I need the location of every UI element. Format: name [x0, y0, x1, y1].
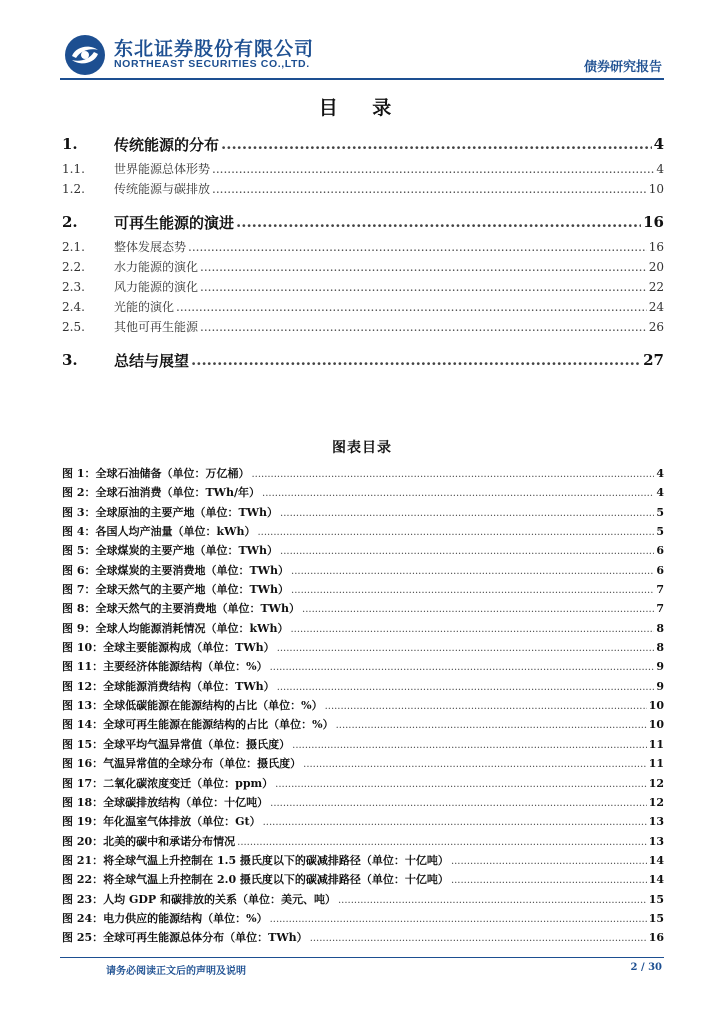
figure-label: 图 8：全球天然气的主要消费地（单位：TWh） — [62, 602, 301, 616]
toc-subsection-number: 2.4. — [62, 300, 85, 314]
figure-leader-dots — [302, 604, 654, 615]
toc-subsection-entry[interactable] — [62, 298, 664, 318]
figure-leader-dots — [237, 837, 647, 848]
figure-entry[interactable] — [62, 833, 664, 852]
figure-leader-dots — [277, 682, 655, 693]
toc-section-label: 传统能源的分布 — [114, 135, 220, 154]
figure-page-number: 7 — [656, 583, 664, 597]
toc-leader-dots — [200, 320, 647, 334]
toc-subsection-entry[interactable] — [62, 238, 664, 258]
figure-page-number: 13 — [648, 834, 664, 848]
figure-entry[interactable] — [62, 697, 664, 716]
toc-section-number: 1. — [62, 135, 78, 153]
figure-entry[interactable] — [62, 639, 664, 658]
figure-entry[interactable] — [62, 484, 664, 503]
footer-disclaimer: 请务必阅读正文后的声明及说明 — [106, 966, 246, 977]
figure-label: 图 10：全球主要能源构成（单位：TWh） — [62, 641, 275, 655]
figure-label: 图 13：全球低碳能源在能源结构的占比（单位：%） — [62, 699, 323, 713]
figure-label: 图 4：各国人均产油量（单位：kWh） — [62, 525, 256, 539]
footer-divider — [60, 957, 664, 958]
figure-label: 图 21：将全球气温上升控制在 1.5 摄氏度以下的碳减排路径（单位：十亿吨） — [62, 853, 449, 867]
figure-entry[interactable] — [62, 910, 664, 929]
figure-leader-dots — [262, 488, 654, 499]
toc-leader-dots — [221, 135, 652, 153]
figure-list-title: 图表目录 — [332, 440, 392, 456]
toc-leader-dots — [200, 260, 647, 274]
header-divider — [60, 78, 664, 80]
figure-page-number: 10 — [648, 718, 664, 732]
figure-leader-dots — [275, 779, 647, 790]
toc-page-number: 16 — [643, 213, 664, 231]
toc-page-number: 22 — [648, 280, 664, 294]
figure-entry[interactable] — [62, 620, 664, 639]
figure-leader-dots — [336, 720, 647, 731]
figure-page-number: 15 — [648, 892, 664, 906]
toc-subsection-number: 2.2. — [62, 260, 85, 274]
page-number: 2 / 30 — [630, 962, 662, 973]
toc-subsection-entry[interactable] — [62, 258, 664, 278]
figure-leader-dots — [257, 527, 654, 538]
figure-entry[interactable] — [62, 813, 664, 832]
toc-section-number: 3. — [62, 351, 78, 369]
figure-leader-dots — [270, 798, 647, 809]
toc-subsection-label: 整体发展态势 — [114, 240, 187, 254]
figure-page-number: 12 — [648, 795, 664, 809]
figure-label: 图 14：全球可再生能源在能源结构的占比（单位：%） — [62, 718, 334, 732]
figure-page-number: 6 — [656, 563, 664, 577]
figure-page-number: 14 — [648, 873, 664, 887]
figure-entry[interactable] — [62, 523, 664, 542]
figure-label: 图 23：人均 GDP 和碳排放的关系（单位：美元、吨） — [62, 892, 336, 906]
figure-entry[interactable] — [62, 736, 664, 755]
table-of-contents — [62, 128, 664, 376]
figure-leader-dots — [325, 701, 647, 712]
toc-page-number: 4 — [653, 135, 664, 153]
toc-page-number: 4 — [656, 162, 664, 176]
figure-leader-dots — [280, 508, 654, 519]
figure-label: 图 18：全球碳排放结构（单位：十亿吨） — [62, 795, 269, 809]
toc-subsection-label: 风力能源的演化 — [114, 280, 199, 294]
figure-page-number: 4 — [656, 486, 664, 500]
toc-section-entry[interactable] — [62, 128, 664, 160]
figure-entry[interactable] — [62, 871, 664, 890]
figure-label: 图 12：全球能源消费结构（单位：TWh） — [62, 679, 275, 693]
toc-subsection-number: 2.3. — [62, 280, 85, 294]
figure-page-number: 15 — [648, 911, 664, 925]
figure-leader-dots — [270, 662, 655, 673]
toc-subsection-number: 2.5. — [62, 320, 85, 334]
toc-leader-dots — [200, 280, 647, 294]
figure-page-number: 10 — [648, 699, 664, 713]
toc-section-entry[interactable] — [62, 206, 664, 238]
figure-label: 图 7：全球天然气的主要产地（单位：TWh） — [62, 583, 290, 597]
company-name-cn: 东北证券股份有限公司 — [114, 38, 315, 60]
figure-leader-dots — [280, 546, 654, 557]
toc-subsection-label: 水力能源的演化 — [114, 260, 199, 274]
figure-leader-dots — [310, 933, 647, 944]
toc-page-number: 20 — [648, 260, 664, 274]
figure-page-number: 7 — [656, 602, 664, 616]
toc-leader-dots — [212, 162, 654, 176]
figure-label: 图 24：电力供应的能源结构（单位：%） — [62, 911, 268, 925]
toc-section-label: 可再生能源的演进 — [114, 213, 235, 232]
figure-entry[interactable] — [62, 794, 664, 813]
toc-title: 目 录 — [318, 97, 406, 119]
figure-entry[interactable] — [62, 852, 664, 871]
figure-list — [62, 465, 664, 949]
figure-entry[interactable] — [62, 504, 664, 523]
toc-subsection-entry[interactable] — [62, 278, 664, 298]
toc-page-number: 27 — [643, 351, 664, 369]
figure-entry[interactable] — [62, 775, 664, 794]
figure-leader-dots — [251, 469, 654, 480]
figure-entry[interactable] — [62, 755, 664, 774]
toc-subsection-entry[interactable] — [62, 180, 664, 200]
toc-page-number: 24 — [648, 300, 664, 314]
figure-label: 图 25：全球可再生能源总体分布（单位：TWh） — [62, 931, 308, 945]
figure-label: 图 22：将全球气温上升控制在 2.0 摄氏度以下的碳减排路径（单位：十亿吨） — [62, 873, 449, 887]
figure-leader-dots — [292, 740, 647, 751]
figure-label: 图 11：主要经济体能源结构（单位：%） — [62, 660, 268, 674]
figure-entry[interactable] — [62, 678, 664, 697]
figure-page-number: 9 — [656, 679, 664, 693]
figure-page-number: 5 — [656, 525, 664, 539]
figure-page-number: 5 — [656, 505, 664, 519]
figure-page-number: 8 — [656, 621, 664, 635]
figure-leader-dots — [290, 624, 654, 635]
toc-subsection-label: 传统能源与碳排放 — [114, 182, 211, 196]
figure-page-number: 8 — [656, 641, 664, 655]
company-name-en: NORTHEAST SECURITIES CO.,LTD. — [114, 58, 310, 70]
toc-subsection-label: 光能的演化 — [114, 300, 175, 314]
figure-entry[interactable] — [62, 600, 664, 619]
figure-leader-dots — [291, 566, 654, 577]
figure-page-number: 16 — [648, 931, 664, 945]
figure-entry[interactable] — [62, 891, 664, 910]
figure-label: 图 2：全球石油消费（单位：TWh/年） — [62, 486, 261, 500]
figure-page-number: 6 — [656, 544, 664, 558]
toc-leader-dots — [176, 300, 647, 314]
figure-leader-dots — [451, 875, 647, 886]
figure-entry[interactable] — [62, 465, 664, 484]
figure-leader-dots — [338, 895, 647, 906]
figure-label: 图 19：年化温室气体排放（单位：Gt） — [62, 815, 261, 829]
page-header — [0, 0, 724, 82]
figure-leader-dots — [303, 759, 647, 770]
figure-entry[interactable] — [62, 658, 664, 677]
figure-page-number: 12 — [648, 776, 664, 790]
figure-entry[interactable] — [62, 716, 664, 735]
figure-label: 图 15：全球平均气温异常值（单位：摄氏度） — [62, 737, 291, 751]
toc-page-number: 26 — [648, 320, 664, 334]
toc-page-number: 10 — [648, 182, 664, 196]
toc-page-number: 16 — [648, 240, 664, 254]
toc-subsection-entry[interactable] — [62, 318, 664, 338]
figure-leader-dots — [291, 585, 654, 596]
figure-page-number: 14 — [648, 853, 664, 867]
figure-label: 图 9：全球人均能源消耗情况（单位：kWh） — [62, 621, 289, 635]
toc-section-number: 2. — [62, 213, 78, 231]
toc-subsection-number: 2.1. — [62, 240, 85, 254]
figure-page-number: 4 — [656, 467, 664, 480]
toc-leader-dots — [188, 240, 647, 254]
toc-subsection-label: 其他可再生能源 — [114, 320, 199, 334]
figure-entry[interactable] — [62, 581, 664, 600]
figure-page-number: 9 — [656, 660, 664, 674]
toc-section-entry[interactable] — [62, 344, 664, 376]
figure-leader-dots — [277, 643, 655, 654]
toc-leader-dots — [236, 213, 641, 231]
figure-label: 图 20：北美的碳中和承诺分布情况 — [62, 834, 236, 848]
figure-entry[interactable] — [62, 562, 664, 581]
figure-entry[interactable] — [62, 929, 664, 948]
toc-subsection-number: 1.2. — [62, 182, 85, 196]
figure-label: 图 17：二氧化碳浓度变迁（单位：ppm） — [62, 776, 274, 790]
figure-leader-dots — [270, 914, 647, 925]
figure-label: 图 16：气温异常值的全球分布（单位：摄氏度） — [62, 757, 302, 771]
figure-page-number: 13 — [648, 815, 664, 829]
report-type-label: 债券研究报告 — [583, 60, 662, 75]
company-logo-icon — [64, 34, 106, 76]
figure-label: 图 3：全球原油的主要产地（单位：TWh） — [62, 505, 279, 519]
toc-subsection-number: 1.1. — [62, 162, 85, 176]
toc-leader-dots — [212, 182, 647, 196]
figure-leader-dots — [263, 817, 647, 828]
figure-leader-dots — [451, 856, 647, 867]
figure-entry[interactable] — [62, 542, 664, 561]
figure-page-number: 11 — [648, 737, 664, 751]
toc-section-label: 总结与展望 — [114, 351, 190, 370]
toc-leader-dots — [191, 351, 641, 369]
figure-label: 图 5：全球煤炭的主要产地（单位：TWh） — [62, 544, 279, 558]
toc-subsection-entry[interactable] — [62, 160, 664, 180]
figure-page-number: 11 — [648, 757, 664, 771]
figure-label: 图 6：全球煤炭的主要消费地（单位：TWh） — [62, 563, 290, 577]
figure-label: 图 1：全球石油储备（单位：万亿桶） — [62, 467, 250, 480]
toc-subsection-label: 世界能源总体形势 — [114, 162, 211, 176]
